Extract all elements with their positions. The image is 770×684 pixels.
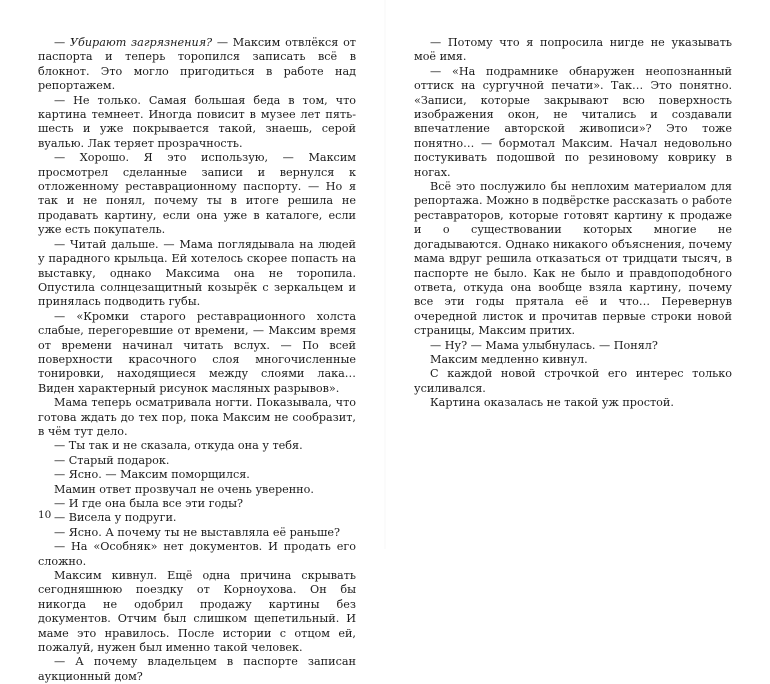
page-number: 10 [38,509,52,521]
paragraph: Мама теперь осматривала ногти. Показывала, что готова ждать до тех пор, пока Максим не сообразит, в чём тут дело. [38,396,356,438]
paragraph: — Потому что я попросила нигде не указывать моё имя. [414,36,732,64]
paragraph: — Ясно. А почему ты не выставляла её раньше? [54,525,341,539]
italic-phrase: Убирают загрязнения? [69,36,213,49]
paragraph: Максим медленно кивнул. [430,352,588,366]
paragraph: Всё это послужило бы неплохим материалом для репортажа. Можно в подвёрстке рассказать о работе реставраторов, которые готовят картину к продаже и о существовании которых многие не догадываются. Однако никакого объяснения, почему мама вдруг решила отказаться от тридцати тысяч, в паспорте не было. Как не было и правдоподобного ответа, откуда она вообще взяла картину, почему все эти годы прятала её и что… Перевернув очередной листок и прочитав первые строки новой страницы, Максим притих. [414,180,732,338]
paragraph: — Висела у подруги. [54,511,177,525]
paragraph: — Читай дальше. — Мама поглядывала на людей у парадного крыльца. Ей хотелось скорее попасть на выставку, однако Максима она не торопила. Опустила солнцезащитный козырёк с зеркальцем и принялась подводить губы. [38,237,356,309]
right-page [414,36,732,411]
paragraph: Картина оказалась не такой уж простой. [430,396,674,410]
paragraph: — «На подрамнике обнаружен неопознанный оттиск на сургучной печати». Так… Это понятно. «Записи, которые закрывают всю поверхность изображения окон, не читались и создавали впечатление авторской живописи»? Это тоже понятно… — бормотал Максим. Начал недовольно постукивать подошвой по резиновому коврику в ногах. [414,64,732,179]
paragraph: — Убирают загрязнения? — Максим отвлёкся от паспорта и теперь торопился записать всё в блокнот. Это могло пригодиться в работе над репортажем. [38,36,356,93]
paragraph: — Ну? — Мама улыбнулась. — Понял? [430,338,658,352]
left-page [38,36,356,684]
paragraph: — А почему владельцем в паспорте записан аукционный дом? [38,655,356,683]
paragraph: Мамин ответ прозвучал не очень уверенно. [54,482,314,496]
paragraph: С каждой новой строчкой его интерес только усиливался. [414,367,732,395]
paragraph: — Ты так и не сказала, откуда она у тебя. [54,439,303,453]
paragraph: — Ясно. — Максим поморщился. [54,468,250,482]
paragraph: — На «Особняк» нет документов. И продать его сложно. [38,540,356,568]
paragraph: — И где она была все эти годы? [54,497,243,510]
paragraph: — Старый подарок. [54,453,170,467]
book-gutter [384,0,386,549]
paragraph: Максим кивнул. Ещё одна причина скрывать сегодняшнюю поездку от Корноухова. Он бы никогда не одобрил продажу картины без документов. Отчим был слишком щепетильный. И маме это нравилось. После истории с отцом ей, пожалуй, нужен был именно такой человек. [38,569,356,655]
paragraph: — Хорошо. Я это использую, — Максим просмотрел сделанные записи и вернулся к отложенному реставрационному паспорту. — Но я так и не понял, почему ты в итоге решила не продавать картину, если она уже в каталоге, если уже есть покупатель. [38,151,356,237]
paragraph: — «Кромки старого реставрационного холста слабые, перегоревшие от времени, — Максим время от времени начинал читать вслух. — По всей поверхности красочного слоя многочисленные тонировки, находящиеся между слоями лака… Виден характерный рисунок масляных разрывов». [38,309,356,395]
paragraph: — Не только. Самая большая беда в том, что картина темнеет. Иногда повисит в музее лет пять-шесть и уже покрывается такой, знаешь, серой вуалью. Лак теряет прозрачность. [38,93,356,150]
